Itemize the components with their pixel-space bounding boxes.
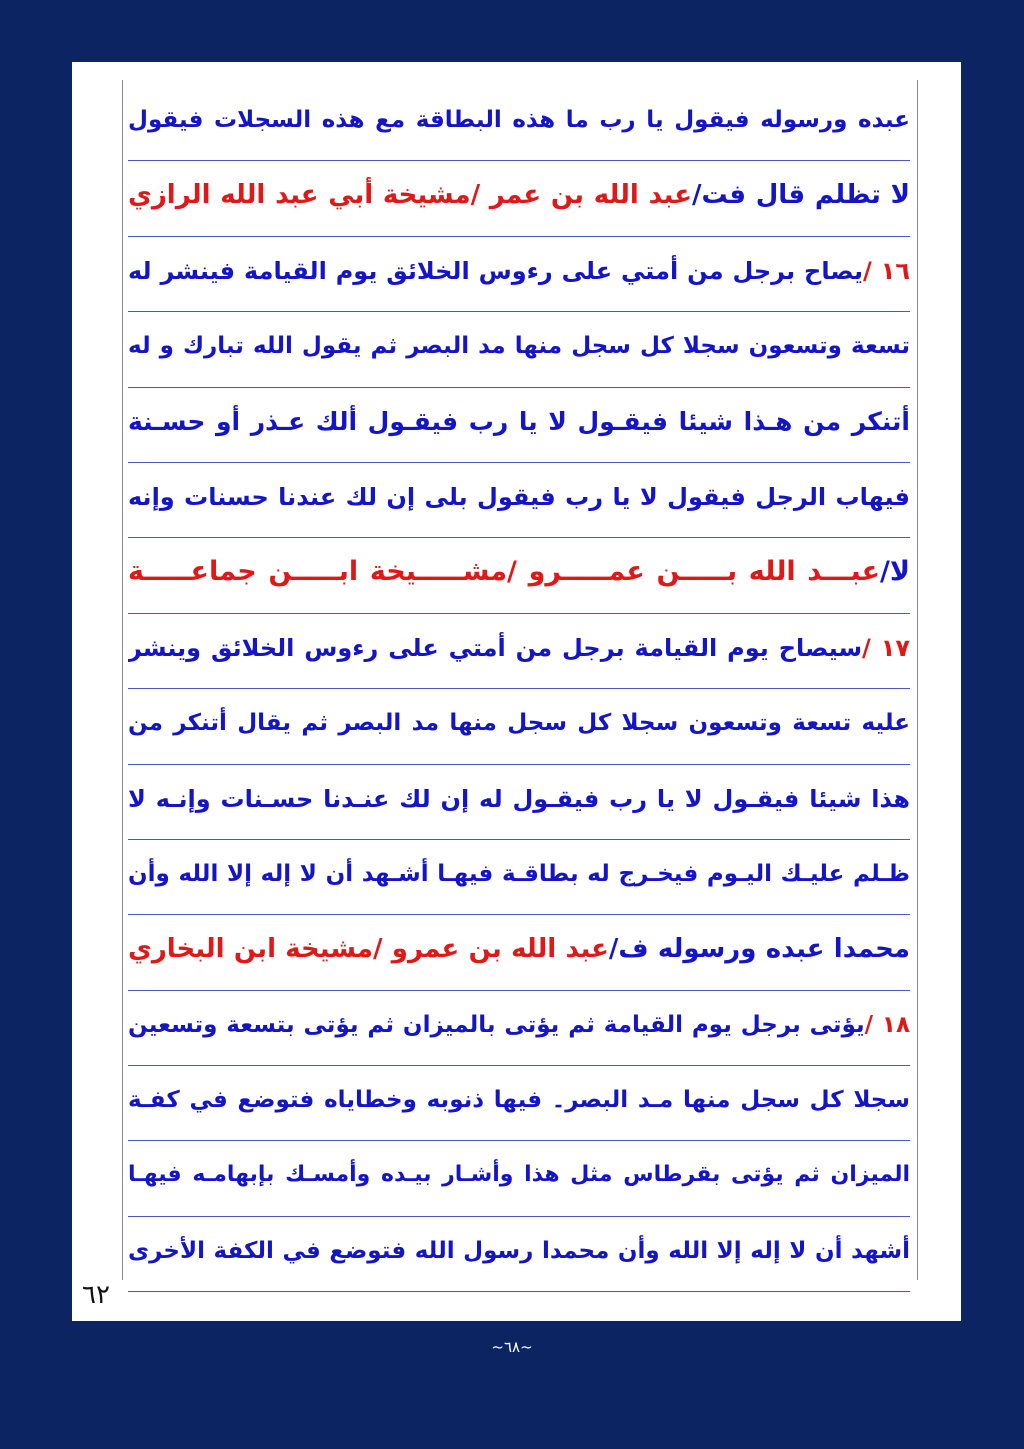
blue-text-segment: فيهاب الرجل فيقول لا يا رب فيقول بلى إن لك عندنا حسنات وإنه	[128, 482, 910, 511]
blue-text-segment: أشهد أن لا إله إلا الله وأن محمدا رسول الله فتوضع في الكفة الأخرى	[128, 1237, 910, 1264]
blue-text-segment: عبده ورسوله فيقول يا رب ما هذه البطاقة مع هذه السجلات فيقول	[128, 107, 910, 133]
red-text-segment: ١٨ /	[864, 1011, 910, 1038]
blue-text-segment: يصاح برجل من أمتي على رءوس الخلائق يوم القيامة فينشر له	[128, 256, 864, 285]
left-margin-rule	[122, 80, 123, 1280]
text-line	[128, 614, 910, 689]
red-text-segment: ١٦ /	[863, 256, 910, 285]
red-text-segment: عبد الله بن عمرو /مشيخة ابن البخاري	[128, 934, 609, 965]
text-line	[128, 86, 910, 161]
right-margin-rule	[917, 80, 918, 1280]
blue-text-segment: عليه تسعة وتسعون سجلا كل سجل منها مد البصر ثم يقال أتنكر من	[128, 710, 910, 737]
red-text-segment: عبد الله بن عمر /مشيخة أبي عبد الله الرازي	[128, 180, 692, 211]
blue-text-segment: سيصاح يوم القيامة برجل من أمتي على رءوس الخلائق وينشر	[128, 633, 863, 662]
text-line	[128, 161, 910, 236]
blue-text-segment: سجلا كل سجل منها مـد البصر۔ فيها ذنوبه وخطاياه فتوضع في كفـة	[128, 1087, 910, 1114]
blue-text-segment: هذا شيئا فيقـول لا يا رب فيقـول له إن لك عنـدنا حسـنات وإنـه لا	[128, 784, 910, 813]
text-line	[128, 991, 910, 1066]
footer-page-number: ~٦٨~	[491, 1338, 533, 1356]
blue-text-segment: تسعة وتسعون سجلا كل سجل منها مد البصر ثم يقول الله تبارك و له	[128, 333, 910, 360]
blue-text-segment: محمدا عبده ورسوله ف/	[608, 934, 910, 965]
text-line	[128, 689, 910, 764]
blue-text-segment: ظـلم عليـك اليـوم فيخـرج له بطاقـة فيهـا أشـهد أن لا إله إلا الله وأن	[128, 860, 910, 887]
document-page	[72, 62, 961, 1321]
page-number: ٦٢	[82, 1280, 110, 1310]
text-block	[128, 86, 910, 1292]
blue-text-segment: الميزان ثم يؤتى بقرطاس مثل هذا وأشـار بيـده وأمسـك بإبهامـه فيهـا	[128, 1162, 910, 1188]
red-text-segment: عبـــد الله بـــــن عمـــــرو /مشـــــيخة ابـــــن جماعـــــة	[128, 556, 881, 588]
text-line	[128, 1141, 910, 1216]
text-line	[128, 1217, 910, 1292]
red-text-segment: ١٧ /	[862, 633, 910, 662]
blue-text-segment: لا تظلم قال فت/	[691, 180, 910, 211]
text-line	[128, 237, 910, 312]
text-line	[128, 765, 910, 840]
text-line	[128, 388, 910, 463]
text-line	[128, 538, 910, 613]
text-line	[128, 312, 910, 387]
text-line	[128, 1066, 910, 1141]
text-line	[128, 915, 910, 990]
blue-text-segment: يؤتى برجل يوم القيامة ثم يؤتى بالميزان ثم يؤتى بتسعة وتسعين	[128, 1011, 865, 1038]
text-line	[128, 463, 910, 538]
blue-text-segment: لا/	[880, 556, 910, 588]
blue-text-segment: أتنكر من هـذا شيئا فيقـول لا يا رب فيقـول ألك عـذر أو حسـنة	[128, 406, 910, 436]
text-line	[128, 840, 910, 915]
